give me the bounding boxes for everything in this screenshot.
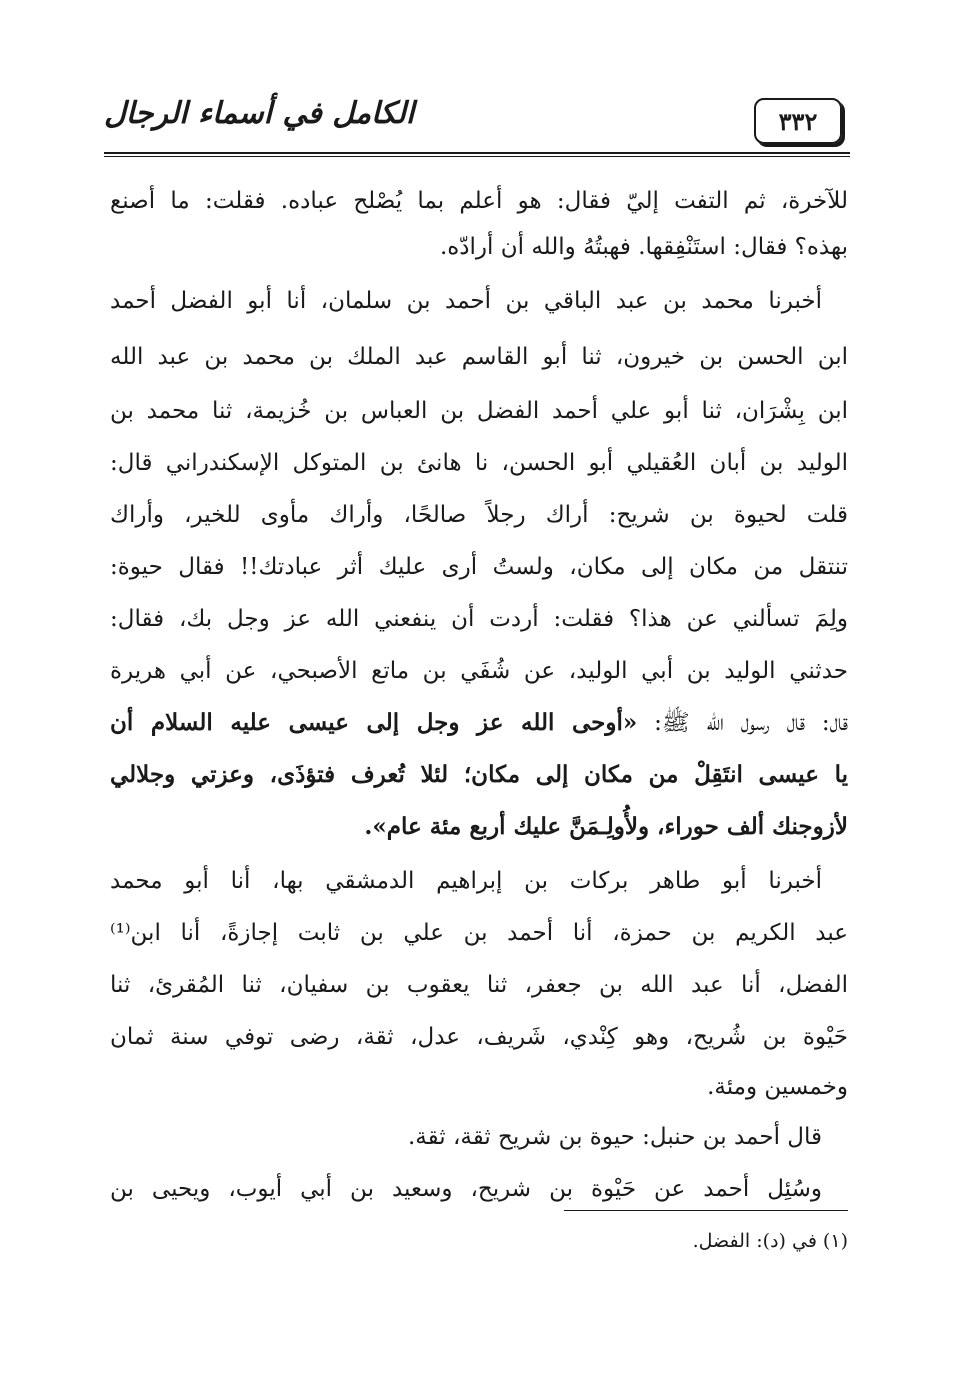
text-line: أخبرنا أبو طاهر بركات بن إبراهيم الدمشقي بها، أنا أبو محمد bbox=[110, 868, 822, 894]
hadith-text-bold: «أوحى الله عز وجل إلى عيسى عليه السلام أن bbox=[110, 709, 638, 736]
text-line: الوليد بن أبان العُقيلي أبو الحسن، نا هانئ بن المتوكل الإسكندراني قال: bbox=[110, 450, 848, 476]
text-line: للآخرة، ثم التفت إليّ فقال: هو أعلم بما يُصْلح عباده. فقلت: ما أصنع bbox=[110, 188, 848, 214]
header-rule bbox=[104, 152, 850, 154]
text-segment: قال: قال رسول الله ﷺ: bbox=[637, 710, 848, 736]
text-line: ولِمَ تسألني عن هذا؟ فقلت: أردت أن ينفعني الله عز وجل بك، فقال: bbox=[110, 606, 848, 632]
text-line: ابن بِشْرَان، ثنا أبو علي أحمد الفضل بن العباس بن خُزيمة، ثنا محمد بن bbox=[110, 398, 848, 424]
text-line: وخمسين ومئة. bbox=[707, 1074, 848, 1100]
text-line: أخبرنا محمد بن عبد الباقي بن أحمد بن سلمان، أنا أبو الفضل أحمد bbox=[110, 288, 822, 314]
footnote: (١) في (د): الفضل. bbox=[692, 1230, 848, 1252]
text-line: تنتقل من مكان إلى مكان، ولستُ أرى عليك أثر عبادتك!! فقال حيوة: bbox=[110, 554, 848, 580]
text-line: قال أحمد بن حنبل: حيوة بن شريح ثقة، ثقة. bbox=[407, 1124, 822, 1150]
text-line: حَيْوة بن شُريح، وهو كِنْدي، شَريف، عدل، ثقة، رضى توفي سنة ثمان bbox=[110, 1024, 848, 1050]
book-title: الكامل في أسماء الرجال bbox=[104, 96, 415, 131]
text-line: قلت لحيوة بن شريح: أراك رجلاً صالحًا، وأراك مأوى للخير، وأراك bbox=[110, 502, 848, 528]
text-line: وسُئِل أحمد عن حَيْوة بن شريح، وسعيد بن أبي أيوب، ويحيى بن bbox=[110, 1176, 822, 1202]
text-line: الفضل، أنا عبد الله بن جعفر، ثنا يعقوب بن سفيان، ثنا المُقرئ، ثنا bbox=[110, 972, 848, 998]
hadith-text-bold: لأزوجنك ألف حوراء، ولأُولِـمَنَّ عليك أربع مئة عام». bbox=[364, 813, 848, 840]
footnote-rule bbox=[564, 1210, 848, 1211]
text-line: بهذه؟ فقال: استَنْفِقها. فهبتُهُ والله أن أرادّه. bbox=[439, 234, 848, 260]
page-header bbox=[104, 92, 850, 152]
main-text bbox=[110, 178, 848, 1202]
hadith-opening-line bbox=[110, 700, 848, 746]
header-rule-thin bbox=[104, 156, 850, 157]
text-line: ابن الحسن بن خيرون، ثنا أبو القاسم عبد الملك بن محمد بن عبد الله bbox=[110, 344, 848, 370]
page-number: ٣٣٢ bbox=[754, 98, 842, 144]
text-line: عبد الكريم بن حمزة، أنا أحمد بن علي بن ثابت إجازةً، أنا ابن⁽¹⁾ bbox=[110, 920, 848, 946]
hadith-text-bold: يا عيسى انتَقِلْ من مكان إلى مكان؛ لئلا تُعرف فتؤذَى، وعزتي وجلالي bbox=[110, 761, 848, 788]
text-line: حدثني الوليد بن أبي الوليد، عن شُفَي بن ماتع الأصبحي، عن أبي هريرة bbox=[110, 658, 848, 684]
